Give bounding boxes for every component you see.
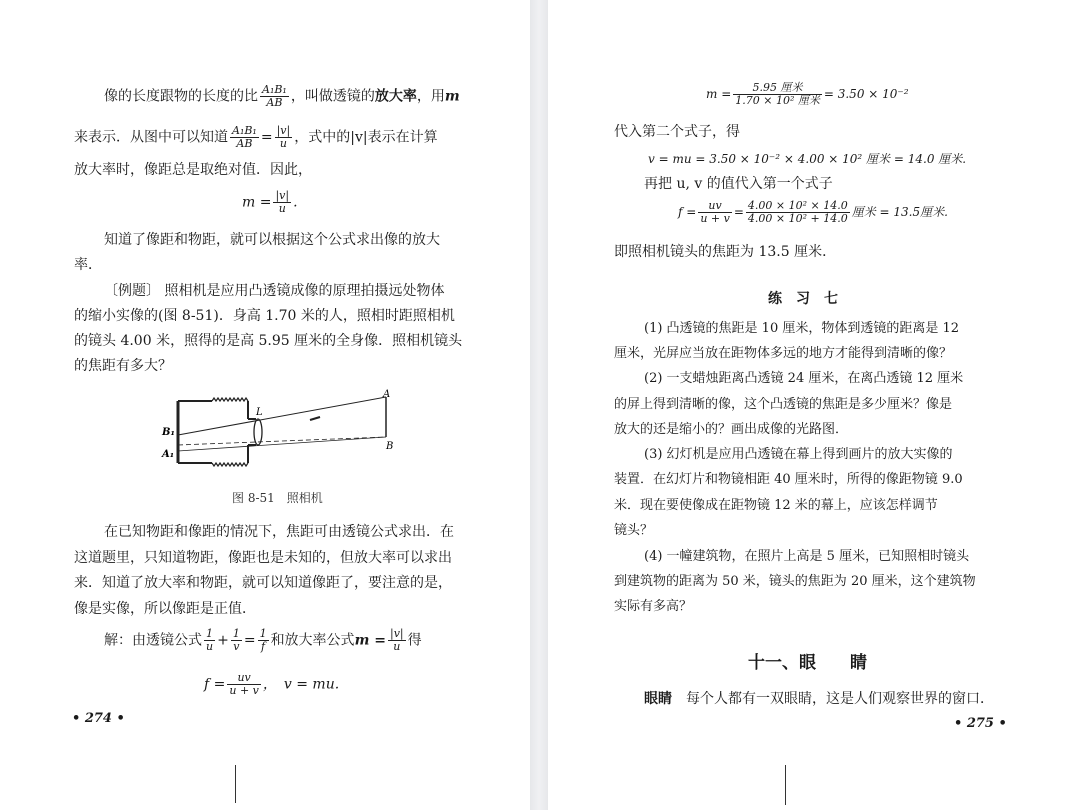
bellows-top [212, 398, 248, 401]
left-para3-line3: 来．知道了放大率和物距，就可以知道像距了，要注意的是， [74, 575, 452, 591]
q3-line-2: 装置．在幻灯片和物镜相距 40 厘米时，所得的像距物镜 9.0 [614, 472, 963, 487]
label-A: A [383, 389, 391, 400]
example-line-1: 〔例题〕 照相机是应用凸透镜成像的原理拍摄远处物体 [104, 283, 445, 299]
label-A1: A₁ [162, 449, 175, 460]
left-para3-line4: 像是实像，所以像距是正值． [74, 601, 256, 617]
section-title: 十一、眼 睛 [748, 653, 867, 673]
scan-mark-right [785, 765, 786, 805]
label-B1: B₁ [162, 427, 175, 438]
right-formula-m: m = $\frac{\text{5.95 厘米}}{\text{1.70 × 10² 厘米}}$ = 3.50 × 10⁻² [706, 81, 909, 107]
label-L: L [256, 407, 263, 418]
bellows-bottom [212, 463, 248, 466]
q3-line-3: 米．现在要使像成在距物镜 12 米的幕上，应该怎样调节 [614, 498, 938, 513]
left-line-1: 像的长度跟物的长度的比 $\frac{\text{A₁B₁}}{AB}$ ，叫做透镜的放大率，用m [104, 83, 460, 109]
q2-line-1: (2) 一支蜡烛距离凸透镜 24 厘米，在离凸透镜 12 厘米 [644, 371, 964, 386]
q2-line-2: 的屏上得到清晰的像，这个凸透镜的焦距是多少厘米？像是 [614, 397, 953, 412]
q3-line-1: (3) 幻灯机是应用凸透镜在幕上得到画片的放大实像的 [644, 447, 953, 462]
q1-line-2: 厘米，光屏应当放在距物体多远的地方才能得到清晰的像？ [614, 346, 953, 361]
q1-line-1: (1) 凸透镜的焦距是 10 厘米，物体到透镜的距离是 12 [644, 321, 960, 336]
lens [254, 419, 262, 445]
figure-caption: 图 8-51 照相机 [232, 491, 323, 505]
right-line-6: 即照相机镜头的焦距为 13.5 厘米． [614, 244, 837, 260]
eye-paragraph: 眼睛 每个人都有一双眼睛，这是人们观察世界的窗口． [644, 691, 994, 707]
q4-line-2: 到建筑物的距离为 50 米，镜头的焦距为 20 厘米，这个建筑物 [614, 574, 976, 589]
right-formula-v: v = mu = 3.50 × 10⁻² × 4.00 × 10² 厘米 = 14.0 厘米. [648, 152, 967, 166]
left-para2-line2: 率． [74, 257, 102, 273]
solution-line: 解：由透镜公式 $\frac{1}{u}$ + $\frac{1}{v}$ = $\frac{1}{f}$ 和放大率公式m = $\frac{|v|}{u}$ 得 [104, 627, 422, 653]
right-line-4: 再把 u, v 的值代入第一个式子 [644, 176, 833, 192]
right-page [548, 0, 1080, 810]
page-gutter [530, 0, 548, 810]
q4-line-1: (4) 一幢建筑物，在照片上高是 5 厘米，已知照相时镜头 [644, 549, 970, 564]
exercise-title: 练 习 七 [768, 291, 838, 307]
left-line-3: 放大率时，像距总是取绝对值．因此， [74, 162, 312, 178]
left-para2-line1: 知道了像距和物距，就可以根据这个公式求出像的放大 [104, 232, 440, 248]
right-line-2: 代入第二个式子，得 [614, 124, 740, 140]
camera-figure [150, 385, 410, 475]
q3-line-4: 镜头？ [614, 523, 654, 538]
page-number-right: • 275 • [954, 716, 1007, 731]
left-para3-line2: 这道题里，只知道物距，像距也是未知的，但放大率可以求出 [74, 550, 452, 566]
example-line-3: 的镜头 4.00 米，照得的是高 5.95 厘米的全身像．照相机镜头 [74, 333, 463, 349]
label-B: B [386, 441, 394, 452]
left-page [0, 0, 530, 810]
page-number-left: • 274 • [72, 711, 125, 726]
left-line-2: 来表示．从图中可以知道 $\frac{\text{A₁B₁}}{AB}$ = $\frac{|v|}{u}$ ，式中的|v|表示在计算 [74, 124, 438, 150]
ray-arrow [310, 417, 320, 420]
q2-line-3: 放大的还是缩小的？画出成像的光路图． [614, 422, 849, 437]
right-formula-f: f = $\frac{uv}{u + v}$ = $\frac{\text{4.00 × 10² × 14.0}}{\text{4.00 × 10² + 14.0}}$ 厘米 = 13.5厘米. [678, 199, 948, 225]
left-para3-line1: 在已知物距和像距的情况下，焦距可由透镜公式求出．在 [104, 524, 454, 540]
q4-line-3: 实际有多高？ [614, 599, 693, 614]
example-line-2: 的缩小实像的(图 8-51)．身高 1.70 米的人，照相时距照相机 [74, 308, 455, 324]
scan-mark-left [235, 765, 236, 803]
formula-focal: f = $\frac{uv}{u + v}$ ， v = mu. [204, 671, 340, 697]
formula-magnification: m = $\frac{|v|}{u}$ . [242, 189, 298, 215]
ray-top [178, 397, 386, 435]
example-line-4: 的焦距有多大？ [74, 358, 172, 374]
